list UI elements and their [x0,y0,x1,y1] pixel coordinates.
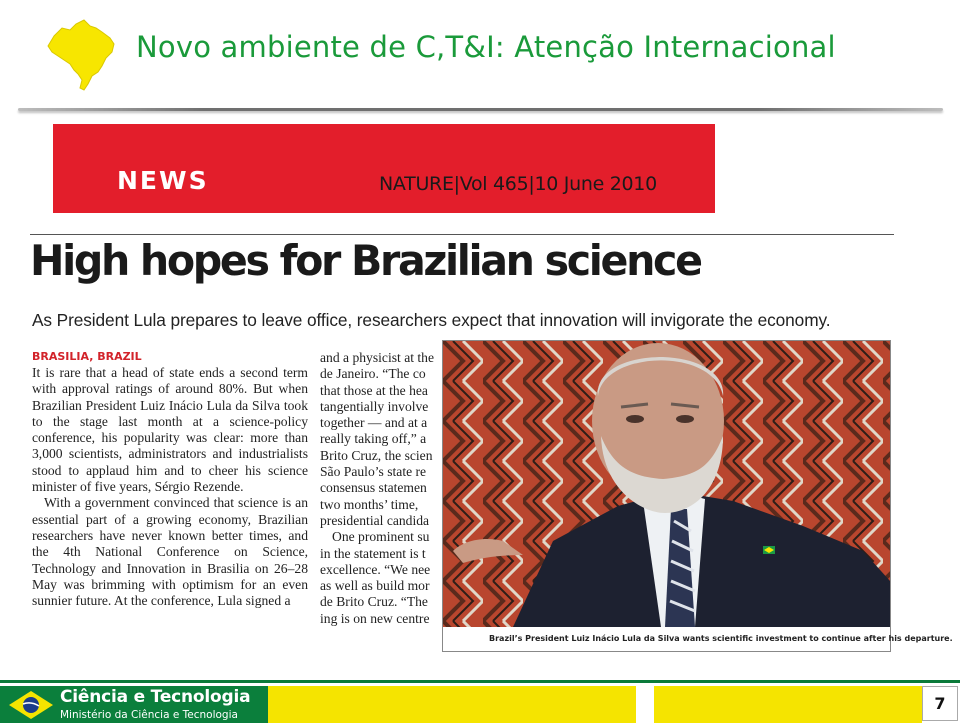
article-line: One prominent su [332,529,430,545]
title-divider [18,108,943,111]
article-line: as well as build mor [320,578,430,594]
article-column-2 [320,350,462,646]
article-headline: High hopes for Brazilian science [30,236,701,285]
article-line: tangentially involve [320,398,429,414]
article-line: two months’ time, [320,496,419,512]
article-line: ing is on new centre [320,610,430,626]
brazil-flag-icon [6,688,56,722]
article-line: de Janeiro. “The co [320,366,426,382]
article-column-1 [32,350,308,646]
article-line: excellence. “We nee [320,561,431,577]
article-line: really taking off,” a [320,431,427,447]
article-line: and a physicist at the [320,350,435,365]
slide-title: Novo ambiente de C,T&I: Atenção Internacional [136,30,836,64]
article-paragraph: With a government convinced that science is an essential part of a growing economy, Brazilian researchers have never known better times, and the 4th National Conference on Science, Technology and Innovation in Brasilia on 26–28 May was brimming with optimism for an even sunnier future. At the conference, Lula signed a [32,495,308,609]
photo-illustration [443,341,890,627]
footer-brand [0,686,268,723]
article-line: that those at the hea [320,382,428,398]
footer-title: Ciência e Tecnologia [60,687,251,707]
page-number-box [922,686,958,721]
article-line: de Brito Cruz. “The [320,594,428,610]
footer-stripe [268,686,636,723]
article-line: Brito Cruz, the scien [320,447,433,463]
article-divider [30,234,894,235]
article-line: together — and at a [320,415,428,431]
journal-citation: NATURE|Vol 465|10 June 2010 [379,173,657,195]
footer-bar [0,680,960,723]
article-dateline: BRASILIA, BRAZIL [32,350,142,363]
news-banner [53,124,715,213]
article-paragraph: It is rare that a head of state ends a second term with approval ratings of around 80%. But when Brazilian President Luiz Inácio Lula da Silva took to the stage last month at a science-policy conference, his popularity was clear: more than 3,000 scientists, administrators and industrialists stood to applaud him and to cheer his science minister of five years, Sérgio Rezende. [32,365,308,495]
article-standfirst: As President Lula prepares to leave office, researchers expect that innovation will invigorate the economy. [32,310,831,330]
article-line: São Paulo’s state re [320,464,427,480]
article-line: presidential candida [320,512,430,528]
page-number: 7 [934,694,946,713]
brazil-map-icon [40,14,120,94]
footer-stripe [654,686,922,723]
article-line: in the statement is t [320,545,426,561]
footer-subtitle: Ministério da Ciência e Tecnologia [60,709,238,721]
news-label: NEWS [117,166,209,195]
article-line: consensus statemen [320,480,427,496]
photo-caption: Brazil’s President Luiz Inácio Lula da Silva wants scientific investment to continue after his departure. [443,627,890,651]
president-photo [442,340,953,652]
